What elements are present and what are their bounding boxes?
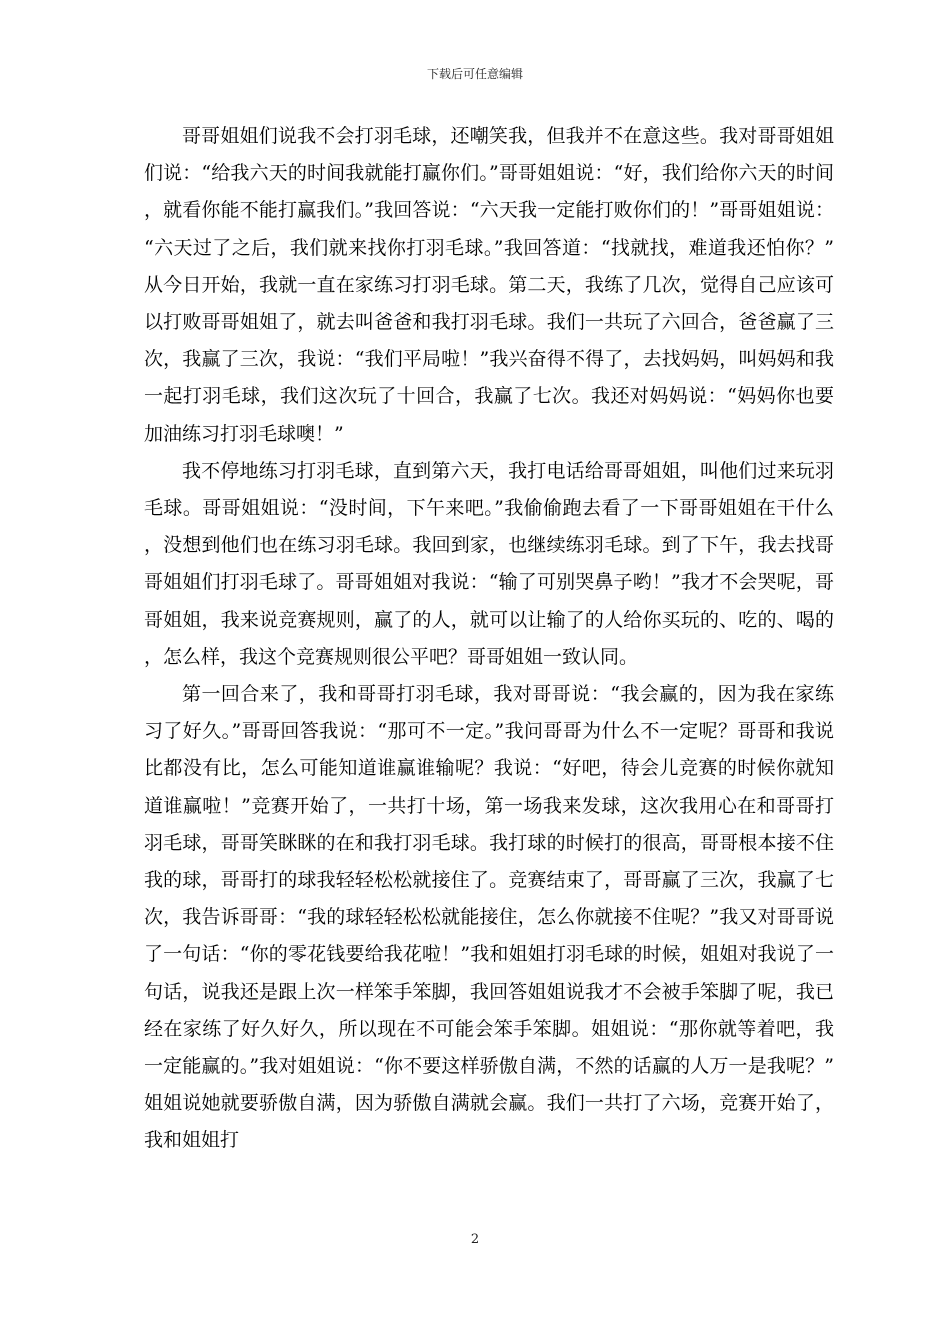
paragraph-1: 哥哥姐姐们说我不会打羽毛球，还嘲笑我，但我并不在意这些。我对哥哥姐姐们说：“给我六天的时间我就能打赢你们。”哥哥姐姐说：“好，我们给你六天的时间，就看你能不能打赢我们。”我回答说：“六天我一定能打败你们的！”哥哥姐姐说：“六天过了之后，我们就来找你打羽毛球。”我回答道：“找就找，难道我还怕你？”从今日开始，我就一直在家练习打羽毛球。第二天，我练了几次，觉得自己应该可以打败哥哥姐姐了，就去叫爸爸和我打羽毛球。我们一共玩了六回合，爸爸赢了三次，我赢了三次，我说：“我们平局啦！”我兴奋得不得了，去找妈妈，叫妈妈和我一起打羽毛球，我们这次玩了十回合，我赢了七次。我还对妈妈说：“妈妈你也要加油练习打羽毛球噢！” (144, 125, 834, 445)
paragraph-3: 第一回合来了，我和哥哥打羽毛球，我对哥哥说：“我会赢的，因为我在家练习了好久。”哥哥回答我说：“那可不一定。”我问哥哥为什么不一定呢？哥哥和我说比都没有比，怎么可能知道谁赢谁输呢？我说：“好吧，待会儿竞赛的时候你就知道谁赢啦！”竞赛开始了，一共打十场，第一场我来发球，这次我用心在和哥哥打羽毛球，哥哥笑眯眯的在和我打羽毛球。我打球的时候打的很高，哥哥根本接不住我的球，哥哥打的球我轻轻松松就接住了。竞赛结束了，哥哥赢了三次，我赢了七次，我告诉哥哥：“我的球轻轻松松就能接住，怎么你就接不住呢？”我又对哥哥说了一句话：“你的零花钱要给我花啦！”我和姐姐打羽毛球的时候，姐姐对我说了一句话，说我还是跟上次一样笨手笨脚，我回答姐姐说我才不会被手笨脚了呢，我已经在家练了好久好久，所以现在不可能会笨手笨脚。姐姐说：“那你就等着吧，我一定能赢的。”我对姐姐说：“你不要这样骄傲自满，不然的话赢的人万一是我呢？”姐姐说她就要骄傲自满，因为骄傲自满就会赢。我们一共打了六场，竞赛开始了，我和姐姐打 (144, 683, 834, 1152)
document-body (144, 118, 834, 1160)
paragraph-2: 我不停地练习打羽毛球，直到第六天，我打电话给哥哥姐姐，叫他们过来玩羽毛球。哥哥姐姐说：“没时间，下午来吧。”我偷偷跑去看了一下哥哥姐姐在干什么，没想到他们也在练习羽毛球。我回到家，也继续练羽毛球。到了下午，我去找哥哥姐姐们打羽毛球了。哥哥姐姐对我说：“输了可别哭鼻子哟！”我才不会哭呢，哥哥姐姐，我来说竞赛规则，赢了的人，就可以让输了的人给你买玩的、吃的、喝的，怎么样，我这个竞赛规则很公平吧？哥哥姐姐一致认同。 (144, 459, 834, 668)
page-header: 下载后可任意编辑 (426, 67, 523, 81)
page-number: 2 (470, 1232, 480, 1247)
